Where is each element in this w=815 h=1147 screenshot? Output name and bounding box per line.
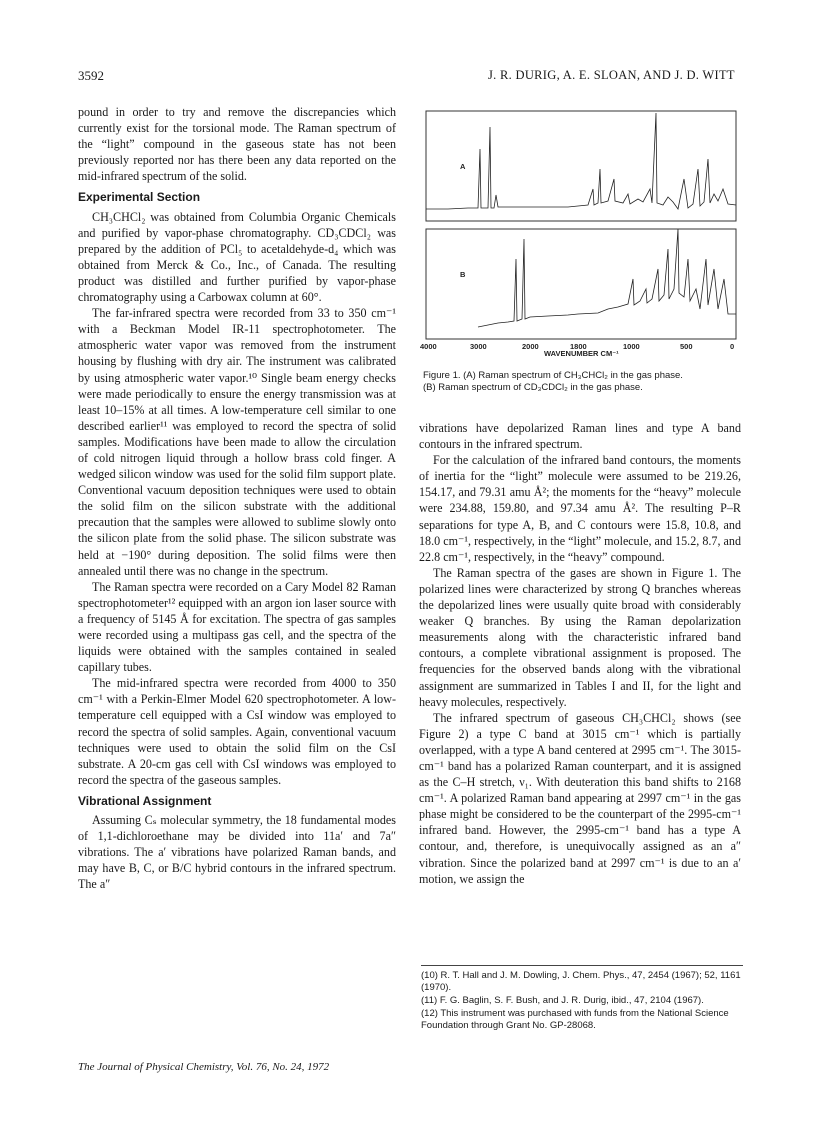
x-tick-3000: 3000 <box>470 342 487 351</box>
paragraph-intro-continued: pound in order to try and remove the discrepancies which currently exist for the torsional mode. The Raman spectrum of the “light” compound in the gaseous state has not been previously reported nor has there been any data reported on the mid-infrared spectrum of the solid. <box>78 105 396 184</box>
caption-line-b: (B) Raman spectrum of CD₃CDCl₂ in the gas phase. <box>423 382 643 393</box>
page-number: 3592 <box>78 68 104 83</box>
panel-a-label: A <box>460 162 466 171</box>
figure-1-caption <box>423 370 745 394</box>
paragraph-raman: The Raman spectra were recorded on a Cary Model 82 Raman spectrophotometer¹² equipped with an argon ion laser source with a frequency of 5145 Å for excitation. The spectra of gas samples were recorded using a multipass gas cell, and the spectra of the liquids were obtained with the samples contained in sealed capillary tubes. <box>78 579 396 675</box>
journal-footer: The Journal of Physical Chemistry, Vol. 76, No. 24, 1972 <box>78 1061 330 1073</box>
x-tick-1800: 1800 <box>570 342 587 351</box>
figure-1-raman-spectra <box>418 109 742 391</box>
paragraph-raman-gases: The Raman spectra of the gases are shown in Figure 1. The polarized lines were characterized by strong Q branches whereas the depolarized lines were usually quite broad with considerably weaker Q branches. By using the Raman depolarization measurements along with the characteristic infrared band contours, a complete vibrational assignment is proposed. The frequencies for the observed bands along with the vibrational assignment are summarized in Tables I and II, for the light and heavy molecules, respectively. <box>419 565 741 709</box>
panel-b-spectrum-trace <box>478 229 736 327</box>
paragraph-materials: CH₃CHCl₂ was obtained from Columbia Organic Chemicals and purified by vapor-phase chromatography. CD₃CDCl₂ was prepared by the addition of PCl₅ to acetaldehyde-d₄ which was obtained from Merck & Co., Inc., of Canada. The resulting product was distilled and further purified by vapor-phase chromatography using a Carbowax column at 60°. <box>78 209 396 305</box>
heading-experimental-section: Experimental Section <box>78 190 201 205</box>
heading-vibrational-assignment: Vibrational Assignment <box>78 793 212 808</box>
panel-a-frame <box>426 111 736 221</box>
x-tick-4000: 4000 <box>420 342 437 351</box>
reference-11: (11) F. G. Baglin, S. F. Bush, and J. R. Durig, ibid., 47, 2104 (1967). <box>421 995 704 1006</box>
footnote-references <box>421 965 743 1033</box>
right-column <box>419 420 741 887</box>
running-header-authors: J. R. DURIG, A. E. SLOAN, AND J. D. WITT <box>488 68 735 82</box>
x-axis-label: WAVENUMBER CM⁻¹ <box>544 349 619 358</box>
panel-a-spectrum-trace <box>426 113 736 209</box>
reference-10: (10) R. T. Hall and J. M. Dowling, J. Chem. Phys., 47, 2454 (1967); 52, 1161 (1970). <box>421 970 741 993</box>
x-tick-0: 0 <box>730 342 735 351</box>
x-tick-2000: 2000 <box>522 342 539 351</box>
paragraph-infrared-gaseous: The infrared spectrum of gaseous CH₃CHCl₂ shows (see Figure 2) a type C band at 3015 cm⁻¹ which is partially overlapped, with a type A band centered at 2995 cm⁻¹. The 3015-cm⁻¹ band has a polarized Raman counterpart, and it is assigned as the C–H stretch, ν₁. With deuteration this band shifts to 2168 cm⁻¹. A polarized Raman band appearing at 2997 cm⁻¹ in the gas phase might be considered to be the counterpart of the 2995-cm⁻¹ infrared band. However, the 2995-cm⁻¹ band has a type A contour, and, therefore, is unequivocally assigned as an a″ vibration. Since the polarized band at 2997 cm⁻¹ is due to an a′ motion, we assign the <box>419 710 741 886</box>
paragraph-symmetry: Assuming Cₛ molecular symmetry, the 18 fundamental modes of 1,1-dichloroethane may be divided into 11a′ and 7a″ vibrations. The a′ vibrations have polarized Raman bands, and may have B, C, or B/C hybrid contours in the infrared spectrum. The a″ <box>78 813 396 892</box>
left-column <box>78 104 396 893</box>
reference-12: (12) This instrument was purchased with funds from the National Science Foundation through Grant No. GP-28068. <box>421 1008 729 1031</box>
paragraph-far-infrared: The far-infrared spectra were recorded from 33 to 350 cm⁻¹ with a Beckman Model IR-11 spectrophotometer. The atmospheric water vapor was removed from the instrument housing by flushing with dry air. The instrument was calibrated by using atmospheric water vapor.¹⁰ Single beam energy checks were made periodically to ensure the energy transmission was at least 10–15% at all times. A low-temperature cell similar to one described earlier¹¹ was employed to record the spectra of solid samples. Modifications have been made to allow the circulation of cold nitrogen liquid through a hollow brass cold finger. A wedged silicon window was used for the solid film support plate. Conventional vacuum deposition techniques were used to obtain the solid film on the silicon substrate with the additional precaution that the samples were allowed to sublime slowly onto the silicon plate from the solid phase. The silicon substrate was held at −190° during deposition. The solid films were then annealed until there was no change in the spectrum. <box>78 306 396 578</box>
paragraph-moments-of-inertia: For the calculation of the infrared band contours, the moments of inertia for the “light” molecule were assumed to be 219.26, 154.17, and 79.31 amu Å²; the moments for the “heavy” molecule were 234.88, 159.80, and 97.34 amu Å². The resulting P–R separations for type A, B, and C contours were 15.8, 10.8, and 18.0 cm⁻¹, respectively, in the “light” molecule, and 15.2, 8.7, and 22.8 cm⁻¹, respectively, in the “heavy” compound. <box>419 453 741 564</box>
paragraph-mid-infrared: The mid-infrared spectra were recorded from 4000 to 350 cm⁻¹ with a Perkin-Elmer Model 620 spectrophotometer. A low-temperature cell equipped with a CsI window was employed to record the spectra of solid samples. Again, conventional vacuum techniques were used to obtain the solid film on the CsI substrate. A 20-cm gas cell with CsI windows was employed to record the spectra of the gaseous samples. <box>78 676 396 787</box>
panel-b-label: B <box>460 270 466 279</box>
paragraph-vibrations-continued: vibrations have depolarized Raman lines and type A band contours in the infrared spectrum. <box>419 421 741 452</box>
caption-line-a: Figure 1. (A) Raman spectrum of CH₃CHCl₂ in the gas phase. <box>423 370 683 381</box>
x-tick-500: 500 <box>680 342 693 351</box>
x-tick-1000: 1000 <box>623 342 640 351</box>
